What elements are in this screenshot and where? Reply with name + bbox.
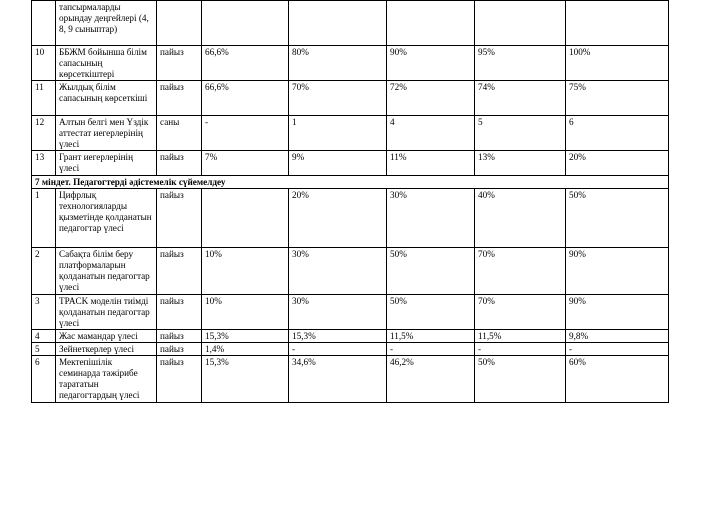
value-cell: 4	[387, 116, 475, 151]
value-cell: -	[475, 343, 566, 356]
value-cell: 50%	[566, 189, 669, 248]
unit-cell: пайыз	[157, 151, 202, 176]
table-row	[32, 116, 669, 151]
indicator-name: Цифрлық технологияларды қызметінде қолданатын педагогтар үлесі	[56, 189, 157, 248]
table-row	[32, 248, 669, 295]
indicator-name: Жылдық білім сапасының көрсеткіші	[56, 81, 157, 116]
unit-cell: пайыз	[157, 248, 202, 295]
unit-cell: пайыз	[157, 81, 202, 116]
unit-cell: пайыз	[157, 330, 202, 343]
indicator-name: Грант иегерлерінің үлесі	[56, 151, 157, 176]
unit-cell: саны	[157, 116, 202, 151]
value-cell: 90%	[566, 295, 669, 330]
unit-cell: пайыз	[157, 343, 202, 356]
value-cell: 95%	[475, 46, 566, 81]
value-cell: -	[202, 116, 289, 151]
row-number: 1	[32, 189, 56, 248]
row-number: 10	[32, 46, 56, 81]
value-cell	[202, 1, 289, 46]
value-cell	[289, 1, 387, 46]
indicator-name: ББЖМ бойынша білім сапасының көрсеткіштері	[56, 46, 157, 81]
value-cell: 40%	[475, 189, 566, 248]
table-row	[32, 189, 669, 248]
table-row	[32, 81, 669, 116]
value-cell: 66,6%	[202, 46, 289, 81]
section-title: 7 міндет. Педагогтерді әдістемелік сүйемелдеу	[32, 176, 669, 189]
value-cell: 30%	[289, 295, 387, 330]
indicator-name: Жас мамандар үлесі	[56, 330, 157, 343]
value-cell: 60%	[566, 356, 669, 403]
value-cell: 75%	[566, 81, 669, 116]
table-row	[32, 295, 669, 330]
table-row	[32, 330, 669, 343]
value-cell: 10%	[202, 295, 289, 330]
value-cell: 20%	[289, 189, 387, 248]
row-number: 12	[32, 116, 56, 151]
table-row	[32, 356, 669, 403]
value-cell: 90%	[387, 46, 475, 81]
row-number: 4	[32, 330, 56, 343]
unit-cell: пайыз	[157, 189, 202, 248]
value-cell: 70%	[289, 81, 387, 116]
value-cell	[475, 1, 566, 46]
value-cell: 100%	[566, 46, 669, 81]
value-cell: 15,3%	[202, 356, 289, 403]
row-number: 3	[32, 295, 56, 330]
indicator-name: Сабақта білім беру платформаларын қолданатын педагогтар үлесі	[56, 248, 157, 295]
unit-cell: пайыз	[157, 356, 202, 403]
value-cell: 1,4%	[202, 343, 289, 356]
row-number: 2	[32, 248, 56, 295]
value-cell: 9%	[289, 151, 387, 176]
value-cell: 13%	[475, 151, 566, 176]
value-cell: 11,5%	[387, 330, 475, 343]
table-row	[32, 151, 669, 176]
section-row	[32, 176, 669, 189]
indicator-name: TPACK моделін тиімді қолданатын педагогтар үлесі	[56, 295, 157, 330]
value-cell	[202, 189, 289, 248]
value-cell: 11,5%	[475, 330, 566, 343]
indicator-name: тапсырмаларды орындау деңгейлері (4, 8, 9 сыныптар)	[56, 1, 157, 46]
indicator-name: Алтын белгі мен Үздік аттестат иегерлерінің үлесі	[56, 116, 157, 151]
value-cell: -	[289, 343, 387, 356]
value-cell: 46,2%	[387, 356, 475, 403]
unit-cell: пайыз	[157, 46, 202, 81]
row-number: 13	[32, 151, 56, 176]
value-cell	[387, 1, 475, 46]
row-number: 6	[32, 356, 56, 403]
value-cell: 10%	[202, 248, 289, 295]
value-cell: 90%	[566, 248, 669, 295]
value-cell: 20%	[566, 151, 669, 176]
value-cell: 30%	[387, 189, 475, 248]
unit-cell: пайыз	[157, 295, 202, 330]
row-number: 11	[32, 81, 56, 116]
table-row	[32, 1, 669, 46]
value-cell: 66,6%	[202, 81, 289, 116]
value-cell: 50%	[387, 248, 475, 295]
value-cell: 15,3%	[289, 330, 387, 343]
table-row	[32, 343, 669, 356]
indicator-name: Мектепішілік семинарда тәжірибе тарататын педагогтардың үлесі	[56, 356, 157, 403]
value-cell: 80%	[289, 46, 387, 81]
value-cell: 11%	[387, 151, 475, 176]
unit-cell	[157, 1, 202, 46]
value-cell: 30%	[289, 248, 387, 295]
value-cell: 5	[475, 116, 566, 151]
indicator-name: Зейнеткерлер үлесі	[56, 343, 157, 356]
value-cell: 50%	[475, 356, 566, 403]
table-row	[32, 46, 669, 81]
value-cell: 70%	[475, 248, 566, 295]
value-cell: 70%	[475, 295, 566, 330]
value-cell: 50%	[387, 295, 475, 330]
value-cell: 74%	[475, 81, 566, 116]
value-cell: -	[566, 343, 669, 356]
row-number	[32, 1, 56, 46]
value-cell: 1	[289, 116, 387, 151]
value-cell: 72%	[387, 81, 475, 116]
value-cell: -	[387, 343, 475, 356]
indicators-table	[31, 0, 669, 403]
value-cell: 6	[566, 116, 669, 151]
value-cell: 7%	[202, 151, 289, 176]
value-cell: 34,6%	[289, 356, 387, 403]
value-cell	[566, 1, 669, 46]
value-cell: 15,3%	[202, 330, 289, 343]
value-cell: 9,8%	[566, 330, 669, 343]
row-number: 5	[32, 343, 56, 356]
